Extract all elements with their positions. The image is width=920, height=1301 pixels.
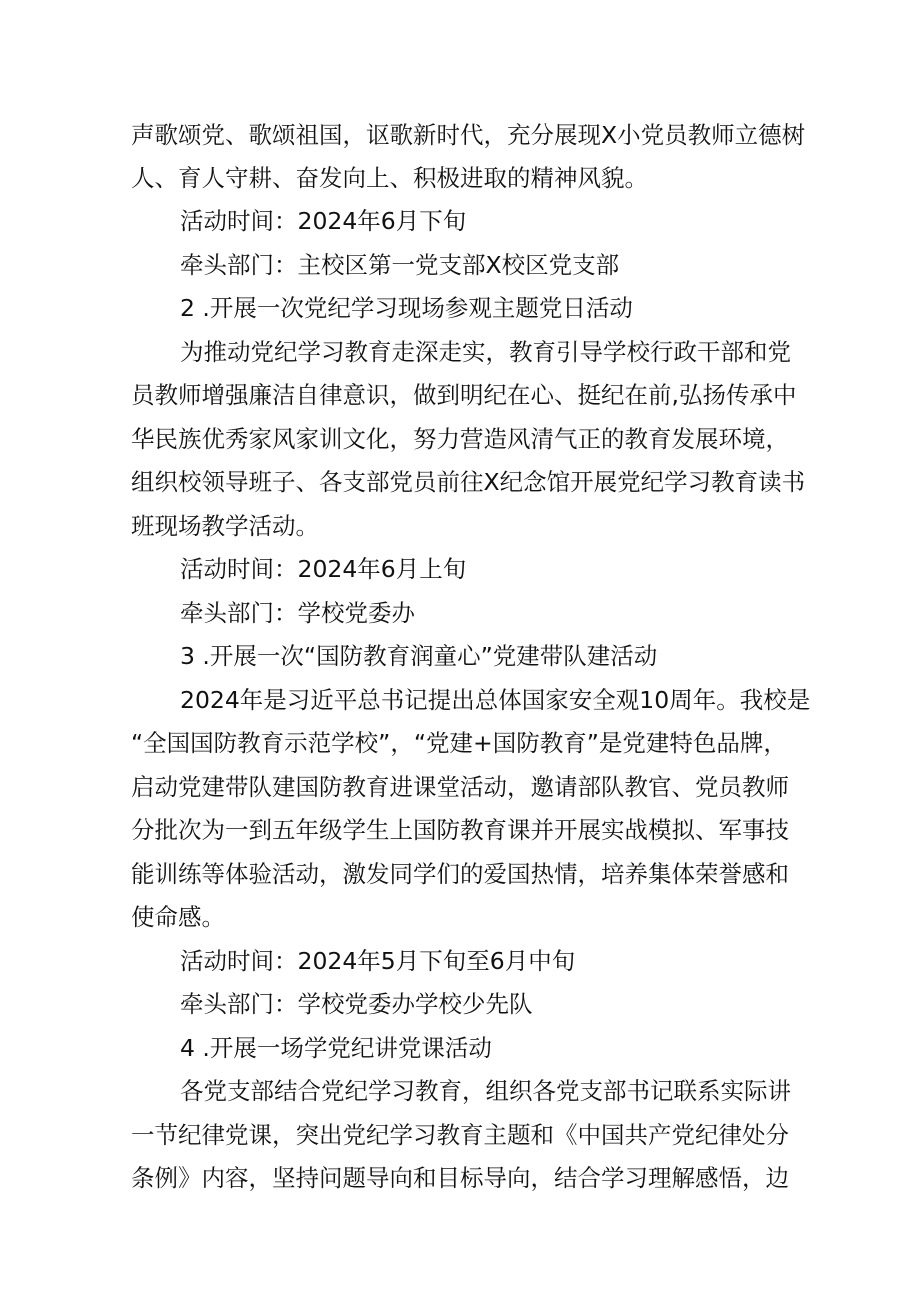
activity-time-line: 活动时间：2024年5月下旬至6月中旬 — [180, 947, 576, 975]
paragraph-line: 一节纪律党课，突出党纪学习教育主题和《中国共产党纪律处分 — [131, 1121, 789, 1149]
lead-department-line: 牵头部门：学校党委办学校少先队 — [180, 990, 533, 1018]
section-heading: 2 .开展一次党纪学习现场参观主题党日活动 — [180, 294, 633, 322]
paragraph-line: 条例》内容，坚持问题导向和目标导向，结合学习理解感悟，边 — [131, 1164, 789, 1192]
section-heading: 4 .开展一场学党纪讲党课活动 — [180, 1034, 492, 1062]
section-heading: 3 .开展一次“国防教育润童心”党建带队建活动 — [180, 642, 658, 670]
paragraph-line: 2024年是习近平总书记提出总体国家安全观10周年。我校是 — [180, 686, 811, 714]
paragraph-line: 分批次为一到五年级学生上国防教育课并开展实战模拟、军事技 — [131, 816, 789, 844]
paragraph-line: 班现场教学活动。 — [131, 512, 319, 540]
paragraph-line: 启动党建带队建国防教育进课堂活动，邀请部队教官、党员教师 — [131, 773, 789, 801]
paragraph-line: 员教师增强廉洁自律意识，做到明纪在心、挺纪在前,弘扬传承中 — [131, 381, 797, 409]
paragraph-line: 组织校领导班子、各支部党员前往X纪念馆开展党纪学习教育读书 — [131, 468, 806, 496]
lead-department-line: 牵头部门：学校党委办 — [180, 599, 415, 627]
paragraph-line: 华民族优秀家风家训文化，努力营造风清气正的教育发展环境， — [131, 425, 789, 453]
paragraph-line: 各党支部结合党纪学习教育，组织各党支部书记联系实际讲 — [180, 1077, 791, 1105]
paragraph-line: 能训练等体验活动，激发同学们的爱国热情，培养集体荣誉感和 — [131, 860, 789, 888]
activity-time-line: 活动时间：2024年6月上旬 — [180, 555, 467, 583]
paragraph-line: “全国国防教育示范学校”，“党建+国防教育”是党建特色品牌， — [131, 729, 787, 757]
activity-time-line: 活动时间：2024年6月下旬 — [180, 207, 467, 235]
lead-department-line: 牵头部门：主校区第一党支部X校区党支部 — [180, 251, 620, 279]
paragraph-line: 人、育人守耕、奋发向上、积极进取的精神风貌。 — [131, 164, 648, 192]
paragraph-line: 为推动党纪学习教育走深走实，教育引导学校行政干部和党 — [180, 338, 791, 366]
paragraph-line: 使命感。 — [131, 903, 225, 931]
paragraph-line: 声歌颂党、歌颂祖国，讴歌新时代，充分展现X小党员教师立德树 — [131, 121, 806, 149]
